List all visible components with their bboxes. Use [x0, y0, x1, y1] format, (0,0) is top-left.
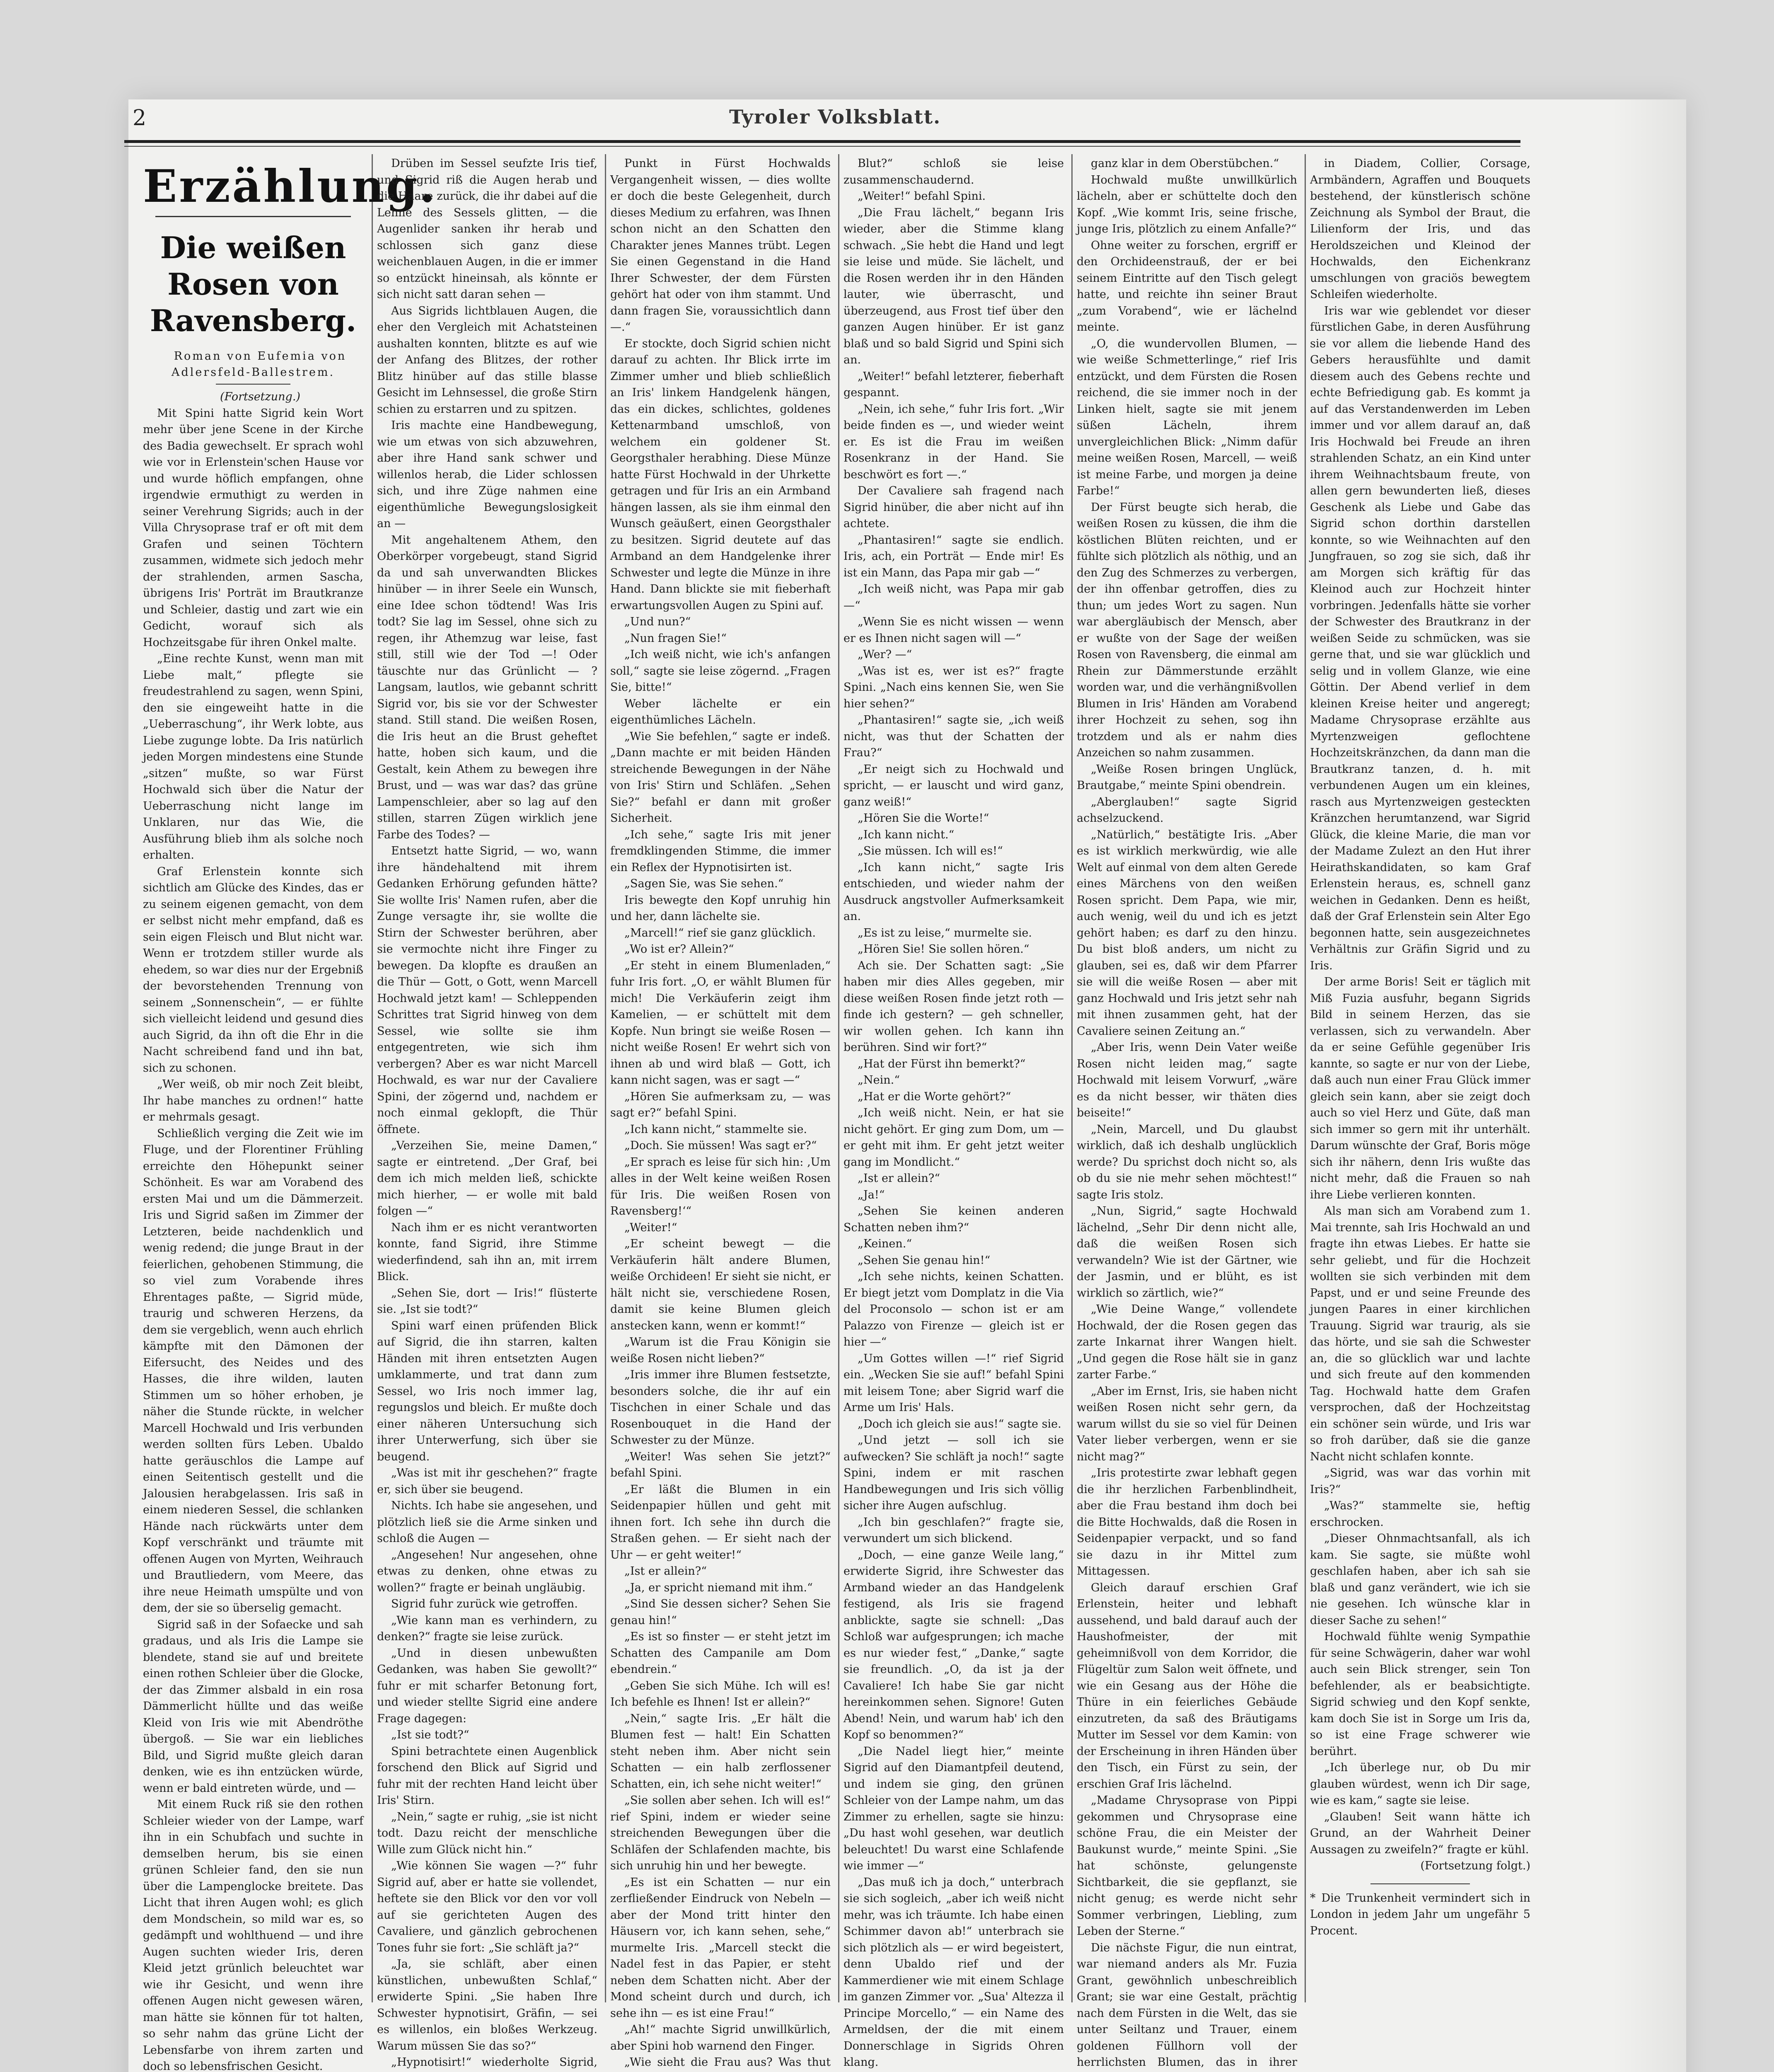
paragraph: „Aber Iris, wenn Dein Vater weiße Rosen nicht leiden mag,“ sagte Hochwald mit leisem Vorwurf, „wäre es da nicht besser, wir thäten dies beiseite!“: [1077, 1041, 1297, 1119]
paragraph: „Hören Sie! Sie sollen hören.“: [858, 943, 1030, 956]
paragraph: „Nun fragen Sie!“: [624, 632, 727, 645]
paragraph: „Dieser Ohnmachtsanfall, als ich kam. Sie sagte, sie müßte wohl geschlafen haben, aber ich sah sie blaß und ganz verändert, wie ich sie nie gesehen. Ich wünsche klar in dieser Sache zu sehen!“: [1310, 1532, 1530, 1627]
column-separator: [838, 154, 839, 2002]
paragraph: „Sagen Sie, was Sie sehen.“: [624, 877, 784, 890]
page-header: [124, 106, 1520, 139]
paragraph: Ach sie. Der Schatten sagt: „Sie haben mir dies Alles gegeben, mir diese weißen Rosen finde jetzt roth — finde ich gestern? — geh schneller, wir wollen gehen. Ich kann ihn berühren. Sind wir fort?“: [843, 959, 1064, 1054]
paragraph: „Sehen Sie genau hin!“: [858, 1254, 991, 1267]
paragraph: „Warum ist die Frau Königin sie weiße Rosen nicht lieben?“: [610, 1336, 831, 1365]
paragraph: „Er läßt die Blumen in ein Seidenpapier hüllen und geht mit ihnen fort. Ich sehe ihn durch die Straßen gehen. — Er sieht nach der Uhr — er geht weiter!“: [610, 1483, 831, 1561]
column-text: [1077, 155, 1297, 2072]
paragraph: „Weiter! Was sehen Sie jetzt?“ befahl Spini.: [610, 1450, 831, 1479]
paragraph: Punkt in Fürst Hochwalds Vergangenheit wissen, — dies wollte er doch die beste Gelegenheit, durch dieses Medium zu erfahren, was Ihnen schon nicht an den Schatten den Charakter jenes Mannes trübt. Legen Sie einen Gegenstand in die Hand Ihrer Schwester, der dem Fürsten gehört hat oder von ihm stammt. Und dann fragen Sie, voraussichtlich dann —.“: [610, 157, 831, 334]
paragraph: „Hat der Fürst ihn bemerkt?“: [858, 1057, 1026, 1070]
paragraph: „Es ist so finster — er steht jetzt im Schatten des Campanile am Dom ebendrein.“: [610, 1630, 831, 1676]
paragraph: „Sind Sie dessen sicher? Sehen Sie genau hin!“: [610, 1598, 831, 1627]
paragraph: „Hören Sie die Worte!“: [858, 812, 989, 825]
paragraph: „Nein,“ sagte Iris. „Er hält die Blumen fest — halt! Ein Schatten steht neben ihm. Aber nicht sein Schatten — ein halb zerflossener Schatten, ein, ich sehe nicht weiter!“: [610, 1712, 831, 1791]
paragraph: Mit einem Ruck riß sie den rothen Schleier wieder von der Lampe, warf ihn in ein Schubfach und suchte in demselben herum, bis sie einen grünen Schleier fand, den sie nun über die Lampenglocke breitete. Das Licht that ihren Augen wohl; es glich dem Mondschein, so mild war es, so gedämpft und wohlthuend — und ihre Augen suchten wieder Iris, deren Kleid jetzt grünlich beleuchtet war wie ihr Gesicht, und wenn ihre offenen Augen nicht gewesen wären, man hätte sie können für tot halten, so sehr nahm das grüne Licht der Lebensfarbe von ihrem zarten und doch so lebensfrischen Gesicht.: [143, 1798, 363, 2072]
column-separator: [1305, 154, 1306, 2002]
paragraph: „Ja!“: [858, 1188, 885, 1201]
paragraph: „Ich kann nicht,“ sagte Iris entschieden, und wieder nahm der Ausdruck angstvoller Aufmerksamkeit an.: [843, 861, 1064, 923]
paragraph: „Ich weiß nicht, wie ich's anfangen soll,“ sagte sie leise zögernd. „Fragen Sie, bitte!“: [610, 648, 831, 694]
column-separator: [605, 154, 606, 2002]
paragraph: „Nein, ich sehe,“ fuhr Iris fort. „Wir beide finden es —, und wieder weint er. Es ist die Frau im weißen Rosenkranz in der Hand. Sie beschwört es fort —.“: [843, 402, 1064, 481]
paragraph: Der arme Boris! Seit er täglich mit Miß Fuzia ausfuhr, begann Sigrids Bild in seinem Herzen, das sie verlassen, sich zu verwandeln. Aber da er seine Gefühle gegenüber Iris kannte, so sagte er nur von der Liebe, daß auch nun einer Frau Glück immer gleich sein kann, aber sie zeigt doch auch so viel Herz und Güte, daß man sich immer so gern mit ihr unterhält. Darum wünschte der Graf, Boris möge sich ihr nähern, denn Iris wußte das nicht mehr, daß die Frauen so nah ihre Liebe verlieren konnten.: [1310, 975, 1530, 1201]
footnote-rule: [1370, 1883, 1470, 1884]
paragraph: „Um Gottes willen —!“ rief Sigrid ein. „Wecken Sie sie auf!“ befahl Spini mit leisem Tone; aber Sigrid warf die Arme um Iris' Hals.: [843, 1352, 1064, 1414]
column-text: [843, 155, 1064, 2072]
paragraph: „Hören Sie aufmerksam zu, — was sagt er?“ befahl Spini.: [610, 1090, 831, 1119]
paragraph: Hochwald mußte unwillkürlich lächeln, aber er schüttelte doch den Kopf. „Wie kommt Iris, seine frische, junge Iris, plötzlich zu einem Anfalle?“: [1077, 173, 1297, 235]
paragraph: „Weiter!“ befahl Spini.: [858, 190, 986, 203]
paragraph: „Ich kann nicht.“: [858, 828, 955, 841]
paragraph: Weber lächelte er ein eigenthümliches Lächeln.: [610, 697, 831, 726]
paragraph: „Ich bin geschlafen?“ fragte sie, verwundert um sich blickend.: [843, 1515, 1064, 1545]
column-4: [843, 155, 1064, 2069]
column-5: [1077, 155, 1297, 2069]
paragraph: „Nein.“: [858, 1074, 900, 1087]
paragraph: Der Fürst beugte sich herab, die weißen Rosen zu küssen, die ihm die köstlichen Blüten reichten, und er fühlte sich plötzlich als nöthig, und an den Zug des Schmerzes zu verbergen, der ihn offenbar getroffen, dies zu thun; um jedes Wort zu sagen. Nun war abergläubisch der Mensch, aber er wußte von der Sage der weißen Rosen von Ravensberg, die einmal am Rhein zur Dämmerstunde erzählt worden war, und die verhängnißvollen Blumen in Iris' Händen am Vorabend ihrer Hochzeit zu sehen, sog ihn trotzdem und als er nahm dies Anzeichen so nahm zusammen.: [1077, 501, 1297, 759]
paragraph: „Die Nadel liegt hier,“ meinte Sigrid auf den Diamantpfeil deutend, und indem sie ging, den grünen Schleier von der Lampe nahm, um das Zimmer zu erhellen, sagte sie hinzu: „Du hast wohl gesehen, war deutlich beleuchtet! Du warst eine Schlafende wie immer —“: [843, 1745, 1064, 1872]
paragraph: Drüben im Sessel seufzte Iris tief, und Sigrid riß die Augen herab und die Haare zurück, die ihr dabei auf die Lehne des Sessels glitten, — die Augenlider sanken ihr herab und schlossen sich ganz diese weichenblauen Augen, in die er immer so entzückt hineinsah, als könnte er sich nicht satt daran sehen —: [377, 157, 597, 301]
header-rule-thin: [124, 146, 1520, 147]
paragraph: Nichts. Ich habe sie angesehen, und plötzlich ließ sie die Arme sinken und schloß die Augen —: [377, 1499, 597, 1545]
paragraph: Iris bewegte den Kopf unruhig hin und her, dann lächelte sie.: [610, 893, 831, 923]
paragraph: [843, 2071, 1064, 2072]
paragraph: „Phantasiren!“ sagte sie, „ich weiß nicht, was thut der Schatten der Frau?“: [843, 714, 1064, 759]
paragraph: „Er sprach es leise für sich hin: ‚Um alles in der Welt keine weißen Rosen für Iris. Die weißen Rosen von Ravensberg!‘“: [610, 1155, 831, 1218]
paragraph: „Doch, — eine ganze Weile lang,“ erwiderte Sigrid, ihre Schwester das Armband wieder an das Handgelenk festigend, als Iris sie fragend anblickte, sagte sie schnell: „Das Schloß war aufgesprungen; ich mache es nur wieder fest,“ „Danke,“ sagte sie freundlich. „O, da ist ja der Cavaliere! Ich habe Sie gar nicht hereinkommen sehen. Signore! Guten Abend! Nein, und warum hab' ich den Kopf so benommen?“: [843, 1548, 1064, 1741]
paragraph: „Ich sehe,“ sagte Iris mit jener fremdklingenden Stimme, die immer ein Reflex der Hypnotisirten ist.: [610, 828, 831, 874]
paragraph: „Es ist zu leise,“ murmelte sie.: [858, 926, 1032, 939]
paragraph: „Ich weiß nicht. Nein, er hat sie nicht gehört. Er ging zum Dom, um — er geht mit ihm. Er geht jetzt weiter gang im Mondlicht.“: [843, 1106, 1064, 1169]
paragraph: „Nun, Sigrid,“ sagte Hochwald lächelnd, „Sehr Dir denn nicht alle, daß die weißen Rosen sich verwandeln? Wie ist der Gärtner, wie der Jasmin, und er blüht, es ist wirklich so zärtlich, wie?“: [1077, 1205, 1297, 1300]
paragraph: „O, die wundervollen Blumen, — wie weiße Schmetterlinge,“ rief Iris entzückt, und dem Fürsten die Rosen reichend, die sie immer noch in der Linken hielt, sagte sie mit jenem süßen Lächeln, ihrem unvergleichlichen Blick: „Nimm dafür meine weißen Rosen, Marcell, — weiß ist meine Farbe, und morgen ja deine Farbe!“: [1077, 337, 1297, 497]
column-separator: [1071, 154, 1073, 2002]
paragraph: „Wer? —“: [858, 648, 912, 661]
paragraph: „Wie kann man es verhindern, zu denken?“ fragte sie leise zurück.: [377, 1614, 597, 1643]
paragraph: „Er neigt sich zu Hochwald und spricht, — er lauscht und wird ganz, ganz weiß!“: [843, 762, 1064, 808]
author-rule: [216, 384, 290, 385]
column-text: [1310, 155, 1530, 1858]
paragraph: „Angesehen! Nur angesehen, ohne etwas zu denken, ohne etwas zu wollen?“ fragte er beinah ungläubig.: [377, 1548, 597, 1594]
paragraph: „Er scheint bewegt — die Verkäuferin hält andere Blumen, weiße Orchideen! Er sieht sie nicht, er hält nicht sie, verschiedene Rosen, damit sie keine Blumen gleich anstecken kann, wenn er kommt!“: [610, 1237, 831, 1332]
paragraph: „Ja, er spricht niemand mit ihm.“: [624, 1581, 813, 1594]
paragraph: „Wenn Sie es nicht wissen — wenn er es Ihnen nicht sagen will —“: [843, 615, 1064, 645]
paragraph: Iris machte eine Handbewegung, wie um etwas von sich abzuwehren, aber ihre Hand sank schwer und willenlos herab, die Lider schlossen sich, und ihre Züge nahmen eine eigenthümliche Bewegungslosigkeit an —: [377, 419, 597, 530]
paragraph: „Doch. Sie müssen! Was sagt er?“: [624, 1139, 817, 1152]
paragraph: Sigrid saß in der Sofaecke und sah gradaus, und als Iris die Lampe sie blendete, stand sie auf und breitete einen rothen Schleier über die Glocke, der das Zimmer alsbald in ein rosa Dämmerlicht hüllte und das weiße Kleid von Iris wie mit Abendröthe übergoß. — Sie war ein liebliches Bild, und Sigrid mußte gleich daran denken, wie es ihn entzücken würde, wenn er bald eintreten würde, und —: [143, 1618, 363, 1795]
masthead: Tyroler Volksblatt.: [729, 106, 941, 128]
paragraph: „Ich kann nicht,“ stammelte sie.: [624, 1123, 807, 1136]
paragraph: „Ich sehe nichts, keinen Schatten. Er biegt jetzt vom Domplatz in die Via del Proconsolo — schon ist er am Palazzo von Firenze — gleich ist er hier —“: [843, 1270, 1064, 1348]
paragraph: „Weiter!“ befahl letzterer, fieberhaft gespannt.: [843, 370, 1064, 399]
paragraph: Entsetzt hatte Sigrid, — wo, wann ihre händehaltend mit ihrem Gedanken Erhörung gefunden hätte? Sie wollte Iris' Namen rufen, aber die Zunge versagte ihr, sie wollte die Stirn der Schwester berühren, aber sie vermochte nicht ihre Finger zu bewegen. Da klopfte es draußen an die Thür — Gott, o Gott, wenn Marcell Hochwald jetzt kam! — Schleppenden Schrittes trat Sigrid hinweg von dem Sessel, wie sollte sie ihm entgegentreten, wie sich ihm verbergen? Aber es war nicht Marcell Hochwald, es war nur der Cavaliere Spini, der zögernd und, nachdem er noch einmal geklopft, die Thür öffnete.: [377, 845, 597, 1136]
paragraph: Spini warf einen prüfenden Blick auf Sigrid, die ihn starren, kalten Händen mit ihren entsetzten Augen umklammerte, und trat dann zum Sessel, wo Iris noch immer lag, regungslos und bleich. Er mußte doch einer näheren Untersuchung sich ihrer Unterwerfung, sich über sie beugend.: [377, 1319, 597, 1463]
paragraph: „Sie sollen aber sehen. Ich will es!“ rief Spini, indem er wieder seine streichenden Bewegungen über die Schläfen der Schlafenden machte, bis sich unruhig hin und her bewegte.: [610, 1794, 831, 1872]
paragraph: „Nein, Marcell, und Du glaubst wirklich, daß ich deshalb unglücklich werde? Du sprichst doch nicht so, als ob du sie nie mehr sehen möchtest!“ sagte Iris stolz.: [1077, 1123, 1297, 1201]
paragraph: „Marcell!“ rief sie ganz glücklich.: [624, 926, 816, 939]
story-author: Roman von Eufemia von Adlersfeld-Ballestrem.: [171, 350, 347, 379]
paragraph: Nach ihm er es nicht verantworten konnte, fand Sigrid, ihre Stimme wiederfindend, sah ihn an, mit irrem Blick.: [377, 1221, 597, 1283]
paragraph: „Sehen Sie, dort — Iris!“ flüsterte sie. „Ist sie todt?“: [377, 1286, 597, 1316]
paragraph: „Ich überlege nur, ob Du mir glauben würdest, wenn ich Dir sage, wie es kam,“ sagte sie leise.: [1310, 1761, 1530, 1807]
column-6: [1310, 155, 1530, 2008]
paragraph: „Sehen Sie keinen anderen Schatten neben ihm?“: [843, 1205, 1064, 1234]
paragraph: „Und nun?“: [624, 615, 691, 628]
paragraph: „Ich weiß nicht, was Papa mir gab —“: [843, 583, 1064, 612]
paragraph: „Nein,“ sagte er ruhig, „sie ist nicht todt. Dazu reicht der menschliche Wille zum Glück nicht hin.“: [377, 1810, 597, 1856]
paragraph: Blut?“ schloß sie leise zusammenschaudernd.: [843, 157, 1064, 186]
paragraph: in Diadem, Collier, Corsage, Armbändern, Agraffen und Bouquets bestehend, der künstlerisch schöne Zeichnung als Symbol der Braut, die Lilienform der Iris, und das Heroldszeichen und Kleinod der Hochwalds, den Eichenkranz umschlungen von graciös bewegtem Schleifen wiederholte.: [1310, 157, 1530, 301]
paragraph: „Das muß ich ja doch,“ unterbrach sie sich sogleich, „aber ich weiß nicht mehr, was ich träumte. Ich habe einen Schimmer davon ab!“ unterbrach sie sich plötzlich als — er wird begeistert, denn Ubaldo rief und der Kammerdiener wie mit einem Schlage im ganzen Zimmer vor. „Sua' Altezza il Principe Morcello,“ — ein Name des Armeldsen, der die mit einem Donnerschlage in Sigrids Ohren klang.: [843, 1876, 1064, 2069]
paragraph: „Aber im Ernst, Iris, sie haben nicht weißen Rosen nicht sehr gern, da warum willst du sie so viel für Deinen Vater lieber verbergen, wenn er sie nicht mag?“: [1077, 1385, 1297, 1463]
paragraph: Spini betrachtete einen Augenblick forschend den Blick auf Sigrid und fuhr mit der rechten Hand leicht über Iris' Stirn.: [377, 1745, 597, 1807]
paragraph: Graf Erlenstein konnte sich sichtlich am Glücke des Kindes, das er zu seinem eigenen gemacht, von dem er selbst nicht mehr empfand, daß es sein eigen Fleisch und Blut nicht war. Wenn er trotzdem stiller wurde als ehedem, so war dies nur der Ergebniß der bevorstehenden Trennung von seinem „Sonnenschein“, — er fühlte sich vielleicht leidend und gesund dies auch Sigrid, da ihn oft die Ehr in die Nacht schreibend fand und ihn bat, sich zu schonen.: [143, 865, 363, 1075]
paragraph: „Es ist ein Schatten — nur ein zerfließender Eindruck von Nebeln — aber der Mond tritt hinter den Häusern vor, ich kann sehen, sehe,“ murmelte Iris. „Marcell steckt die Nadel fest in das Papier, er steht neben dem Schatten nicht. Aber der Mond scheint durch und durch, ich sehe ihn — es ist eine Frau!“: [610, 1876, 831, 2020]
paragraph: „Aberglauben!“ sagte Sigrid achselzuckend.: [1077, 795, 1297, 825]
paragraph: Mit Spini hatte Sigrid kein Wort mehr über jene Scene in der Kirche des Badia gewechselt. Er sprach wohl wie vor in Erlenstein'schen Hause vor und wurde höflich empfangen, ohne irgendwie ermuthigt zu werden in seiner Verehrung Sigrids; auch in der Villa Chrysoprase traf er oft mit dem Grafen und seinen Töchtern zusammen, widmete sich jedoch mehr der strahlenden, armen Sascha, übrigens Iris' Porträt im Brautkranze und Schleier, dastig und zart wie ein Gedicht, worauf sich als Hochzeitsgabe für ihren Onkel malte.: [143, 407, 363, 649]
paragraph: „Verzeihen Sie, meine Damen,“ sagte er eintretend. „Der Graf, bei dem ich mich melden ließ, schickte mich hierher, — er wolle mit bald folgen —“: [377, 1139, 597, 1218]
paragraph: „Iris immer ihre Blumen festsetzte, besonders solche, die ihr auf ein Tischchen in einer Schale und das Rosenbouquet in die Hand der Schwester zu der Münze.: [610, 1368, 831, 1447]
paragraph: ganz klar in dem Oberstübchen.“: [1091, 157, 1279, 170]
paragraph: Ohne weiter zu forschen, ergriff er den Orchideenstrauß, der er bei seinem Eintritte auf den Tisch gelegt hatte, und reichte ihn seiner Braut „zum Vorabend“, wie er lächelnd meinte.: [1077, 239, 1297, 334]
page-shadow: [1612, 99, 1686, 2072]
paragraph: „Glauben! Seit wann hätte ich Grund, an der Wahrheit Deiner Aussagen zu zweifeln?“ fragte er kühl.: [1310, 1810, 1530, 1856]
paragraph: „Ist er allein?“: [624, 1565, 707, 1578]
to-be-continued: (Fortsetzung folgt.): [1420, 1859, 1530, 1872]
paragraph: Er stockte, doch Sigrid schien nicht darauf zu achten. Ihr Blick irrte im Zimmer umher und blieb schließlich an Iris' linkem Handgelenk hängen, das ein dickes, schlichtes, goldenes Kettenarmband umschloß, von welchem ein goldener St. Georgsthaler herabhing. Diese Münze hatte Fürst Hochwald in der Uhrkette getragen und für Iris an ein Armband hängen lassen, als sie ihm einmal den Wunsch geäußert, einen Georgsthaler zu besitzen. Sigrid deutete auf das Armband an dem Handgelenke ihrer Schwester und legte die Münze in ihre Hand. Dann blickte sie mit fieberhaft erwartungsvollen Augen zu Spini auf.: [610, 337, 831, 612]
column-text: [143, 405, 363, 2072]
header-rule: [124, 140, 1520, 143]
column-text: [610, 155, 831, 2072]
paragraph: „Sigrid, was war das vorhin mit Iris?“: [1310, 1467, 1530, 1496]
paragraph: „Doch ich gleich sie aus!“ sagte sie.: [858, 1417, 1061, 1431]
paragraph: Iris war wie geblendet vor dieser fürstlichen Gabe, in deren Ausführung sie vor allem die liebende Hand des Gebers herausfühlte und damit diesem auch des Gebens rechte und echte Befriedigung gab. Es kommt ja auf das Verstandenwerden im Leben immer und vor allem darauf an, daß Iris Hochwald bei Freude an ihren strahlenden Schatz, an ein Kind unter ihrem Weihnachtsbaum freute, von allen gern bewunderten ließ, dieses Geschenk als Liebe und Gabe das Sigrid schon dorthin darstellen konnte, so wie Weihnachten auf den Jungfrauen, so zog sie sich, daß ihr am Morgen sich kräftig für das Kleinod auch zur Hochzeit hinter vorbringen. Jedenfalls hätte sie vorher der Schwester des Brautkranz in der weißen Seide zu schmücken, was sie gerne that, und sie war glücklich und selig und in vollem Glanze, wie eine Göttin. Der Abend verlief in dem kleinen Kreise heiter und angeregt; Madame Chrysoprase erzählte aus Myrtenzweigen geflochtene Hochzeitskränzchen, da dann man die Brautkranz tanzen, d. h. mit verbundenen Augen um ein kleines, rasch aus Myrtenzweigen gesteckten Kränzchen herumtanzend, war Sigrid Glück, die kleine Marie, die man vor der Madame Zulezt an den Hut ihrer Heirathskandidaten, so kam Graf Erlenstein heraus, es, schnell ganz weichen in Gedanken. Denn es heißt, daß der Graf Erlenstein sein Alter Ego begonnen hatte, sein ausgezeichnetes Verhältnis zur Gräfin Sigrid und zu Iris.: [1310, 304, 1530, 972]
paragraph: Sigrid fuhr zurück wie getroffen.: [391, 1598, 578, 1610]
footnote: * Die Trunkenheit vermindert sich in London in jedem Jahr um ungefähr 5 Procent.: [1310, 1891, 1530, 1937]
paragraph: „Ist er allein?“: [858, 1172, 940, 1185]
paragraph: „Hat er die Worte gehört?“: [858, 1090, 1011, 1103]
paragraph: „Wie können Sie wagen —?“ fuhr Sigrid auf, aber er hatte sie vollendet, heftete sie den Blick vor den vor voll auf sie gerichteten Augen des Cavaliere, und gänzlich gebrochenen Tones fuhr sie fort: „Sie schläft ja?“: [377, 1859, 597, 1954]
column-2: [377, 155, 597, 2069]
paragraph: „Madame Chrysoprase von Pippi gekommen und Chrysoprase eine schöne Frau, die ein Meister der Baukunst wurde,“ meinte Spini. „Sie hat schönste, gelungenste Sichtbarkeit, die sie gepflanzt, sie nicht genug; es werde nicht sehr Sommer verbringen, Liebling, zum Leben der Sterne.“: [1077, 1794, 1297, 1938]
paragraph: „Was?“ stammelte sie, heftig erschrocken.: [1310, 1499, 1530, 1529]
paragraph: „Wie Deine Wange,“ vollendete Hochwald, der die Rosen gegen das zarte Inkarnat ihrer Wangen hielt. „Und gegen die Rose hält sie in ganz zarter Farbe.“: [1077, 1303, 1297, 1381]
paragraph: Mit angehaltenem Athem, den Oberkörper vorgebeugt, stand Sigrid da und sah unverwandten Blickes hinüber — in ihrer Seele ein Wunsch, eine Idee schon tödtend! Was Iris todt? Sie lag im Sessel, ohne sich zu regen, ihr Athemzug war leise, fast still, still wie der Tod —! Oder täuschte nur das Grünlicht — ? Langsam, lautlos, wie gebannt schritt Sigrid vor, bis sie vor der Schwester stand. Still stand. Die weißen Rosen, die Iris heut an die Brust geheftet hatte, hoben sich kaum, und die Gestalt, kein Athem zu bewegen ihre Brust, und — was war das? das grüne Lampenschleier, aber so lag auf den stillen, starren Zügen wirklich jene Farbe des Todes? —: [377, 533, 597, 841]
paragraph: „Er steht in einem Blumenladen,“ fuhr Iris fort. „O, er wählt Blumen für mich! Die Verkäuferin zeigt ihm Kamelien, — er schüttelt mit dem Kopfe. Nun bringt sie weiße Rosen — nicht weiße Rosen! Er wehrt sich von ihnen ab und wird blaß — Gott, ich kann nicht sagen, was er sagt —“: [610, 959, 831, 1087]
paragraph: „Wer weiß, ob mir noch Zeit bleibt, Ihr habe manches zu ordnen!“ hatte er mehrmals gesagt.: [143, 1078, 363, 1123]
paragraph: „Weiße Rosen bringen Unglück, Brautgabe,“ meinte Spini obendrein.: [1077, 762, 1297, 792]
paragraph: „Die Frau lächelt,“ begann Iris wieder, aber die Stimme klang schwach. „Sie hebt die Hand und legt sie leise und müde. Sie lächelt, und die Rosen werden ihr in den Händen lauter, wie überrascht, und überzeugend, aus Frost tief über den ganzen Augen hinüber. Er ist ganz blaß und so bald Sigrid und Spini sich an.: [843, 206, 1064, 366]
paragraph: Gleich darauf erschien Graf Erlenstein, heiter und lebhaft aussehend, und bald darauf auch der Haushofmeister, der mit geheimnißvoll von dem Korridor, die Flügeltür zum Salon weit öffnete, und wie ein Gesang aus der Höhe die Thüre in ein feierliches Gebäude einzutreten, da saß des Bräutigams Mutter im Sessel vor dem Kamin: von der Erscheinung in ihren Händen über den Tisch, ein Fürst zu sein, der erschien Graf Iris lächelnd.: [1077, 1581, 1297, 1791]
paragraph: „Natürlich,“ bestätigte Iris. „Aber es ist wirklich merkwürdig, wie alle Welt auf einmal von dem alten Gerede eines Märchens von den weißen Rosen spricht. Dem Papa, wie mir, auch wenig, weil du und ich es jetzt gehört haben; es darf zu den hinzu. Du bist bloß anders, um nicht zu glauben, sei es, daß wir dem Pfarrer sie will die weiße Rosen — aber mit ganz Hochwald und Iris jetzt sehr nah mit ihnen zusammen geht, hat der Cavaliere seinen Zeitung an.“: [1077, 828, 1297, 1038]
paragraph: Aus Sigrids lichtblauen Augen, die eher den Vergleich mit Achatsteinen aushalten konnten, blitzte es auf wie der Anfang des Blitzes, der rother Blitz hinüber auf das stille blasse Gesicht im Lehnsessel, die große Stirn schien zu erstarren und zu spitzen.: [377, 304, 597, 416]
column-3: [610, 155, 831, 2069]
story-title: Die weißen Rosen von Ravensberg.: [150, 230, 357, 338]
paragraph: „Ah!“ machte Sigrid unwillkürlich, aber Spini hob warnend den Finger.: [610, 2023, 831, 2053]
paragraph: „Weiter!“: [624, 1221, 677, 1234]
paragraph: „Wie Sie befehlen,“ sagte er indeß. „Dann machte er mit beiden Händen streichende Bewegungen in der Nähe von Iris' Stirn und Schläfen. „Sehen Sie?“ befahl er dann mit großer Sicherheit.: [610, 730, 831, 825]
paragraph: Schließlich verging die Zeit wie im Fluge, und der Florentiner Frühling erreichte den Höhepunkt seiner Schönheit. Es war am Vorabend des ersten Mai und um die Dämmerzeit. Iris und Sigrid saßen im Zimmer der Letzteren, beide nachdenklich und wenig redend; die junge Braut in der feierlichen, gehobenen Stimmung, die so viel zum Vorabende ihres Ehrentages paßte, — Sigrid müde, traurig und schweren Herzens, da dem sie vergeblich, wenn auch ehrlich kämpfte mit den Dämonen der Eifersucht, des Neides und des Hasses, die ihre wilden, lauten Stimmen um so höher erhoben, je näher die Stunde rückte, in welcher Marcell Hochwald und Iris verbunden werden sollten fürs Leben. Ubaldo hatte geräuschlos die Lampe auf einen Seitentisch gestellt und die Jalousien herabgelassen. Iris saß in einem niederen Sessel, die schlanken Hände nach rückwärts unter dem Kopf verschränkt und träumte mit offenen Augen von Myrten, Weihrauch und Brautliedern, vom Meere, das ihre neue Heimath umspülte und von dem, der sie so überselig gemacht.: [143, 1127, 363, 1615]
page-number: 2: [133, 106, 147, 131]
paragraph: „Geben Sie sich Mühe. Ich will es! Ich befehle es Ihnen! Ist er allein?“: [610, 1679, 831, 1709]
paragraph: „Was ist mit ihr geschehen?“ fragte er, sich über sie beugend.: [377, 1467, 597, 1496]
column-separator: [372, 154, 373, 2002]
column-text: [377, 155, 597, 2072]
paragraph: „Eine rechte Kunst, wenn man mit Liebe malt,“ pflegte sie freudestrahlend zu sagen, wenn Spini, den sie eingeweiht hatte in die „Ueberraschung“, ihr Werk lobte, aus Liebe zugunge lobte. Da Iris natürlich jeden Morgen mindestens eine Stunde „sitzen“ mußte, so war Fürst Hochwald sich über die Natur der Ueberraschung nicht lange im Unklaren, nur das Wie, die Ausführung blieb ihm als solche noch erhalten.: [143, 652, 363, 862]
paragraph: „Was ist es, wer ist es?“ fragte Spini. „Nach eins kennen Sie, wen Sie hier sehen?“: [843, 664, 1064, 710]
paragraph: Als man sich am Vorabend zum 1. Mai trennte, sah Iris Hochwald an und fragte ihn etwas Liebes. Er hatte sie sehr geliebt, und für die Hochzeit wollten sie sich verbinden mit dem Papst, und er und seine Freunde des jungen Paares in einer kirchlichen Trauung. Sigrid war traurig, als sie das hörte, und sie sah die Schwester an, die so glücklich war und lachte und sich freute auf den kommenden Tag. Hochwald hatte dem Grafen versprochen, daß der Hochzeitstag ein schöner sein würde, und Iris war so froh darüber, daß sie die ganze Nacht nicht schlafen konnte.: [1310, 1205, 1530, 1463]
paragraph: „Und in diesen unbewußten Gedanken, was haben Sie gewollt?“ fuhr er mit scharfer Betonung fort, und wieder stellte Sigrid eine andere Frage dagegen:: [377, 1646, 597, 1725]
paragraph: „Keinen.“: [858, 1237, 912, 1250]
paragraph: Der Cavaliere sah fragend nach Sigrid hinüber, die aber nicht auf ihn achtete.: [843, 484, 1064, 530]
paragraph: Die nächste Figur, die nun eintrat, war niemand anders als Mr. Fuzia Grant, gewöhnlich unbeschreiblich Grant; sie war eine Gestalt, prächtig nach dem Fürsten in die Welt, das sie unter Seiltanz und Trauer, einem goldenen Füllhorn voll der herrlichsten Blumen, das in ihrer: [1077, 1941, 1297, 2069]
paragraph: „Iris protestirte zwar lebhaft gegen die ihr herzlichen Farbenblindheit, aber die Frau bestand ihm doch bei die Bitte Hochwalds, daß die Rosen in Seidenpapier verpackt, und so fand sie dazu in ihr Mittel zum Mittagessen.: [1077, 1467, 1297, 1578]
story-heading: Erzählung.: [143, 160, 437, 213]
paragraph: „Hypnotisirt!“ wiederholte Sigrid,: [391, 2056, 597, 2069]
paragraph: Hochwald fühlte wenig Sympathie für seine Schwägerin, daher war wohl auch sein Blick strenger, sein Ton befehlender, als er beabsichtigte. Sigrid schwieg und den Kopf senkte, kam doch Sie ist in Sorge um Iris da, so ist eine Frage schwerer wie berührt.: [1310, 1630, 1530, 1758]
paragraph: „Ist sie todt?“: [391, 1728, 469, 1741]
paragraph: „Sie müssen. Ich will es!“: [858, 845, 1003, 857]
continuation-note: (Fortsetzung.): [220, 390, 300, 403]
paragraph: „Ja, sie schläft, aber einen künstlichen, unbewußten Schlaf,“ erwiderte Spini. „Sie haben Ihre Schwester hypnotisirt, Gräfin, — sei es willenlos, ein bloßes Werkzeug. Warum müssen Sie das so?“: [377, 1958, 597, 2053]
paragraph: „Wie sieht die Frau aus? Was thut: [624, 2056, 831, 2069]
paragraph: „Phantasiren!“ sagte sie endlich. Iris, ach, ein Porträt — Ende mir! Es ist ein Mann, das Papa mir gab —“: [843, 533, 1064, 579]
paragraph: „Wo ist er? Allein?“: [624, 943, 734, 956]
paragraph: „Und jetzt — soll ich sie aufwecken? Sie schläft ja noch!“ sagte Spini, indem er mit raschen Handbewegungen und Iris sich völlig sicher ihre Augen aufschlug.: [843, 1434, 1064, 1512]
heading-rule: [155, 216, 351, 217]
